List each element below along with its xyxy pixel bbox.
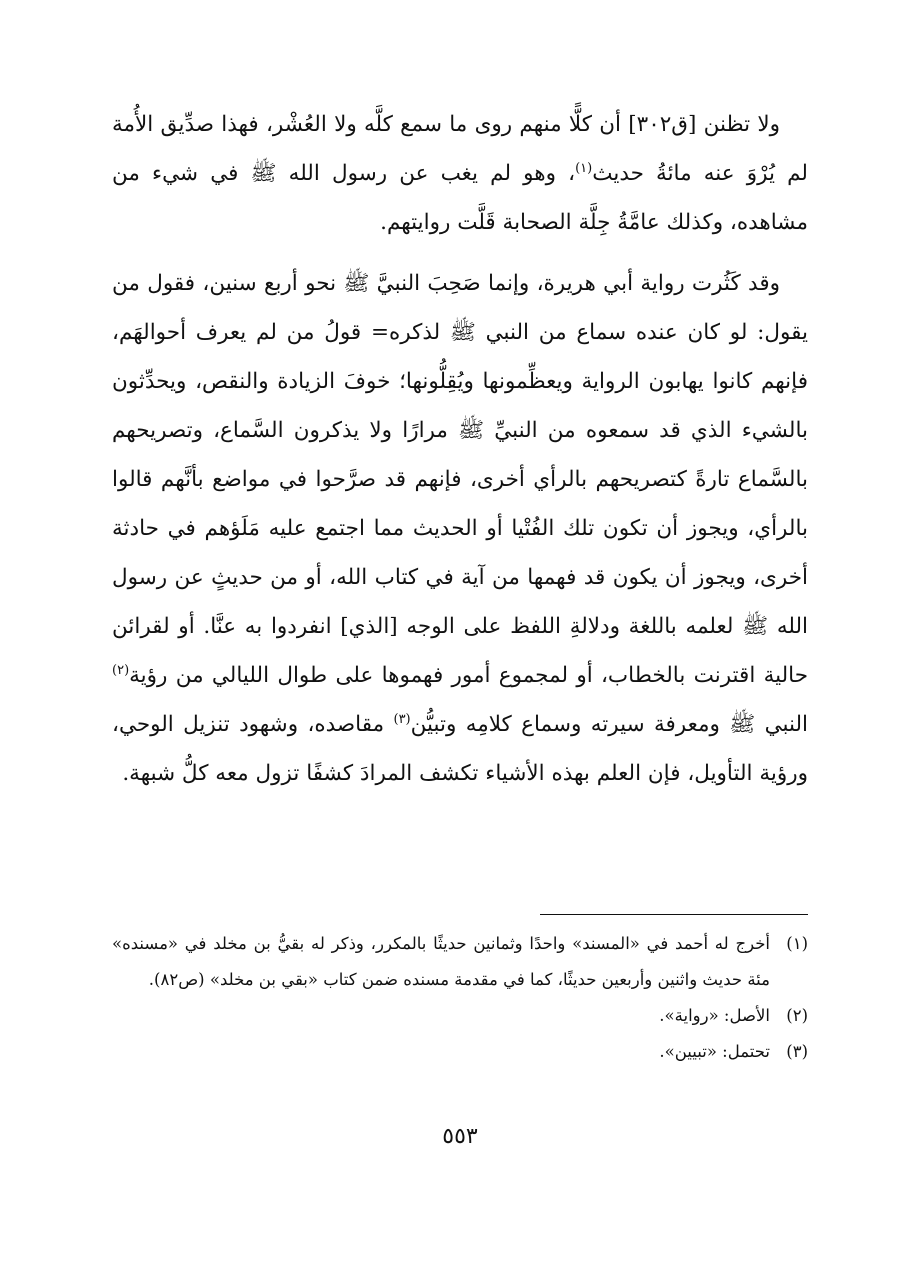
footnote-text: تحتمل: «تبيين». xyxy=(659,1042,770,1061)
footnote-number: (١) xyxy=(786,934,808,953)
paragraph-1-text-b: ، وهو لم يغب عن رسول الله ﷺ في شيء من مشاهده، وكذلك عامَّةُ جِلَّة الصحابة قَلَّت روايتهم. xyxy=(112,161,808,235)
footnote-ref-3[interactable]: (٣) xyxy=(393,711,411,727)
footnote-3 xyxy=(112,1034,808,1070)
paragraph-2-text-b: النبي ﷺ ومعرفة سيرته وسماع كلامِه وتبيُّن xyxy=(410,712,808,737)
footnote-separator xyxy=(540,914,808,915)
paragraph-2-text-c: مقاصده، وشهود تنزيل الوحي، ورؤية التأويل، فإن العلم بهذه الأشياء تكشف المرادَ كشفًا تزول معه كلُّ شبهة. xyxy=(112,712,808,786)
main-text xyxy=(112,100,808,798)
footnote-1 xyxy=(112,926,808,998)
footnote-number: (٣) xyxy=(786,1042,808,1061)
footnote-number: (٢) xyxy=(786,1006,808,1025)
footnote-text: الأصل: «رواية». xyxy=(659,1006,770,1025)
footnote-ref-1[interactable]: (١) xyxy=(575,160,593,176)
paragraph-2 xyxy=(112,259,808,798)
footnote-text: أخرج له أحمد في «المسند» واحدًا وثمانين حديثًا بالمكرر، وذكر له بقيُّ بن مخلد في «مسنده» مئة حديث واثنين وأربعين حديثًا، كما في مقدمة مسنده ضمن كتاب «بقي بن مخلد» (ص٨٢). xyxy=(112,934,770,989)
footnote-ref-2[interactable]: (٢) xyxy=(112,662,130,678)
footnotes xyxy=(112,926,808,1070)
book-page xyxy=(112,100,808,1271)
page-number: ٥٥٣ xyxy=(442,1124,478,1149)
paragraph-2-text-a: وقد كَثُرت رواية أبي هريرة، وإنما صَحِبَ النبيَّ ﷺ نحو أربع سنين، فقول من يقول: لو كان عنده سماع من النبي ﷺ لذكره= قولُ من لم يعرف أحوالهَم، فإنهم كانوا يهابون الرواية ويعظِّمونها ويُقِلُّونها؛ خوفَ الزيادة والنقص، ويحدِّثون بالشيء الذي قد سمعوه من النبيِّ ﷺ مرارًا ولا يذكرون السَّماع، وتصريحهم بالسَّماع تارةً كتصريحهم بالرأي أخرى، فإنهم قد صرَّحوا في مواضع بأنَّهم قالوا بالرأي، ويجوز أن تكون تلك الفُتْيا أو الحديث مما اجتمع عليه مَلَؤهم في حادثة أخرى، ويجوز أن يكون قد فهمها من آية في كتاب الله، أو من حديثٍ عن رسول الله ﷺ لعلمه باللغة ودلالةِ اللفظ على الوجه [الذي] انفردوا به عنَّا. أو لقرائن حالية اقترنت بالخطاب، أو لمجموع أمور فهموها على طوال الليالي من رؤية xyxy=(112,271,808,688)
paragraph-1-text-a: ولا تظنن [ق٣٠٢] أن كلًّا منهم روى ما سمع كلَّه ولا العُشْر، فهذا صدِّيق الأُمة لم يُرْوَ عنه مائةُ حديث xyxy=(112,112,808,186)
paragraph-1 xyxy=(112,100,808,247)
footnote-2 xyxy=(112,998,808,1034)
